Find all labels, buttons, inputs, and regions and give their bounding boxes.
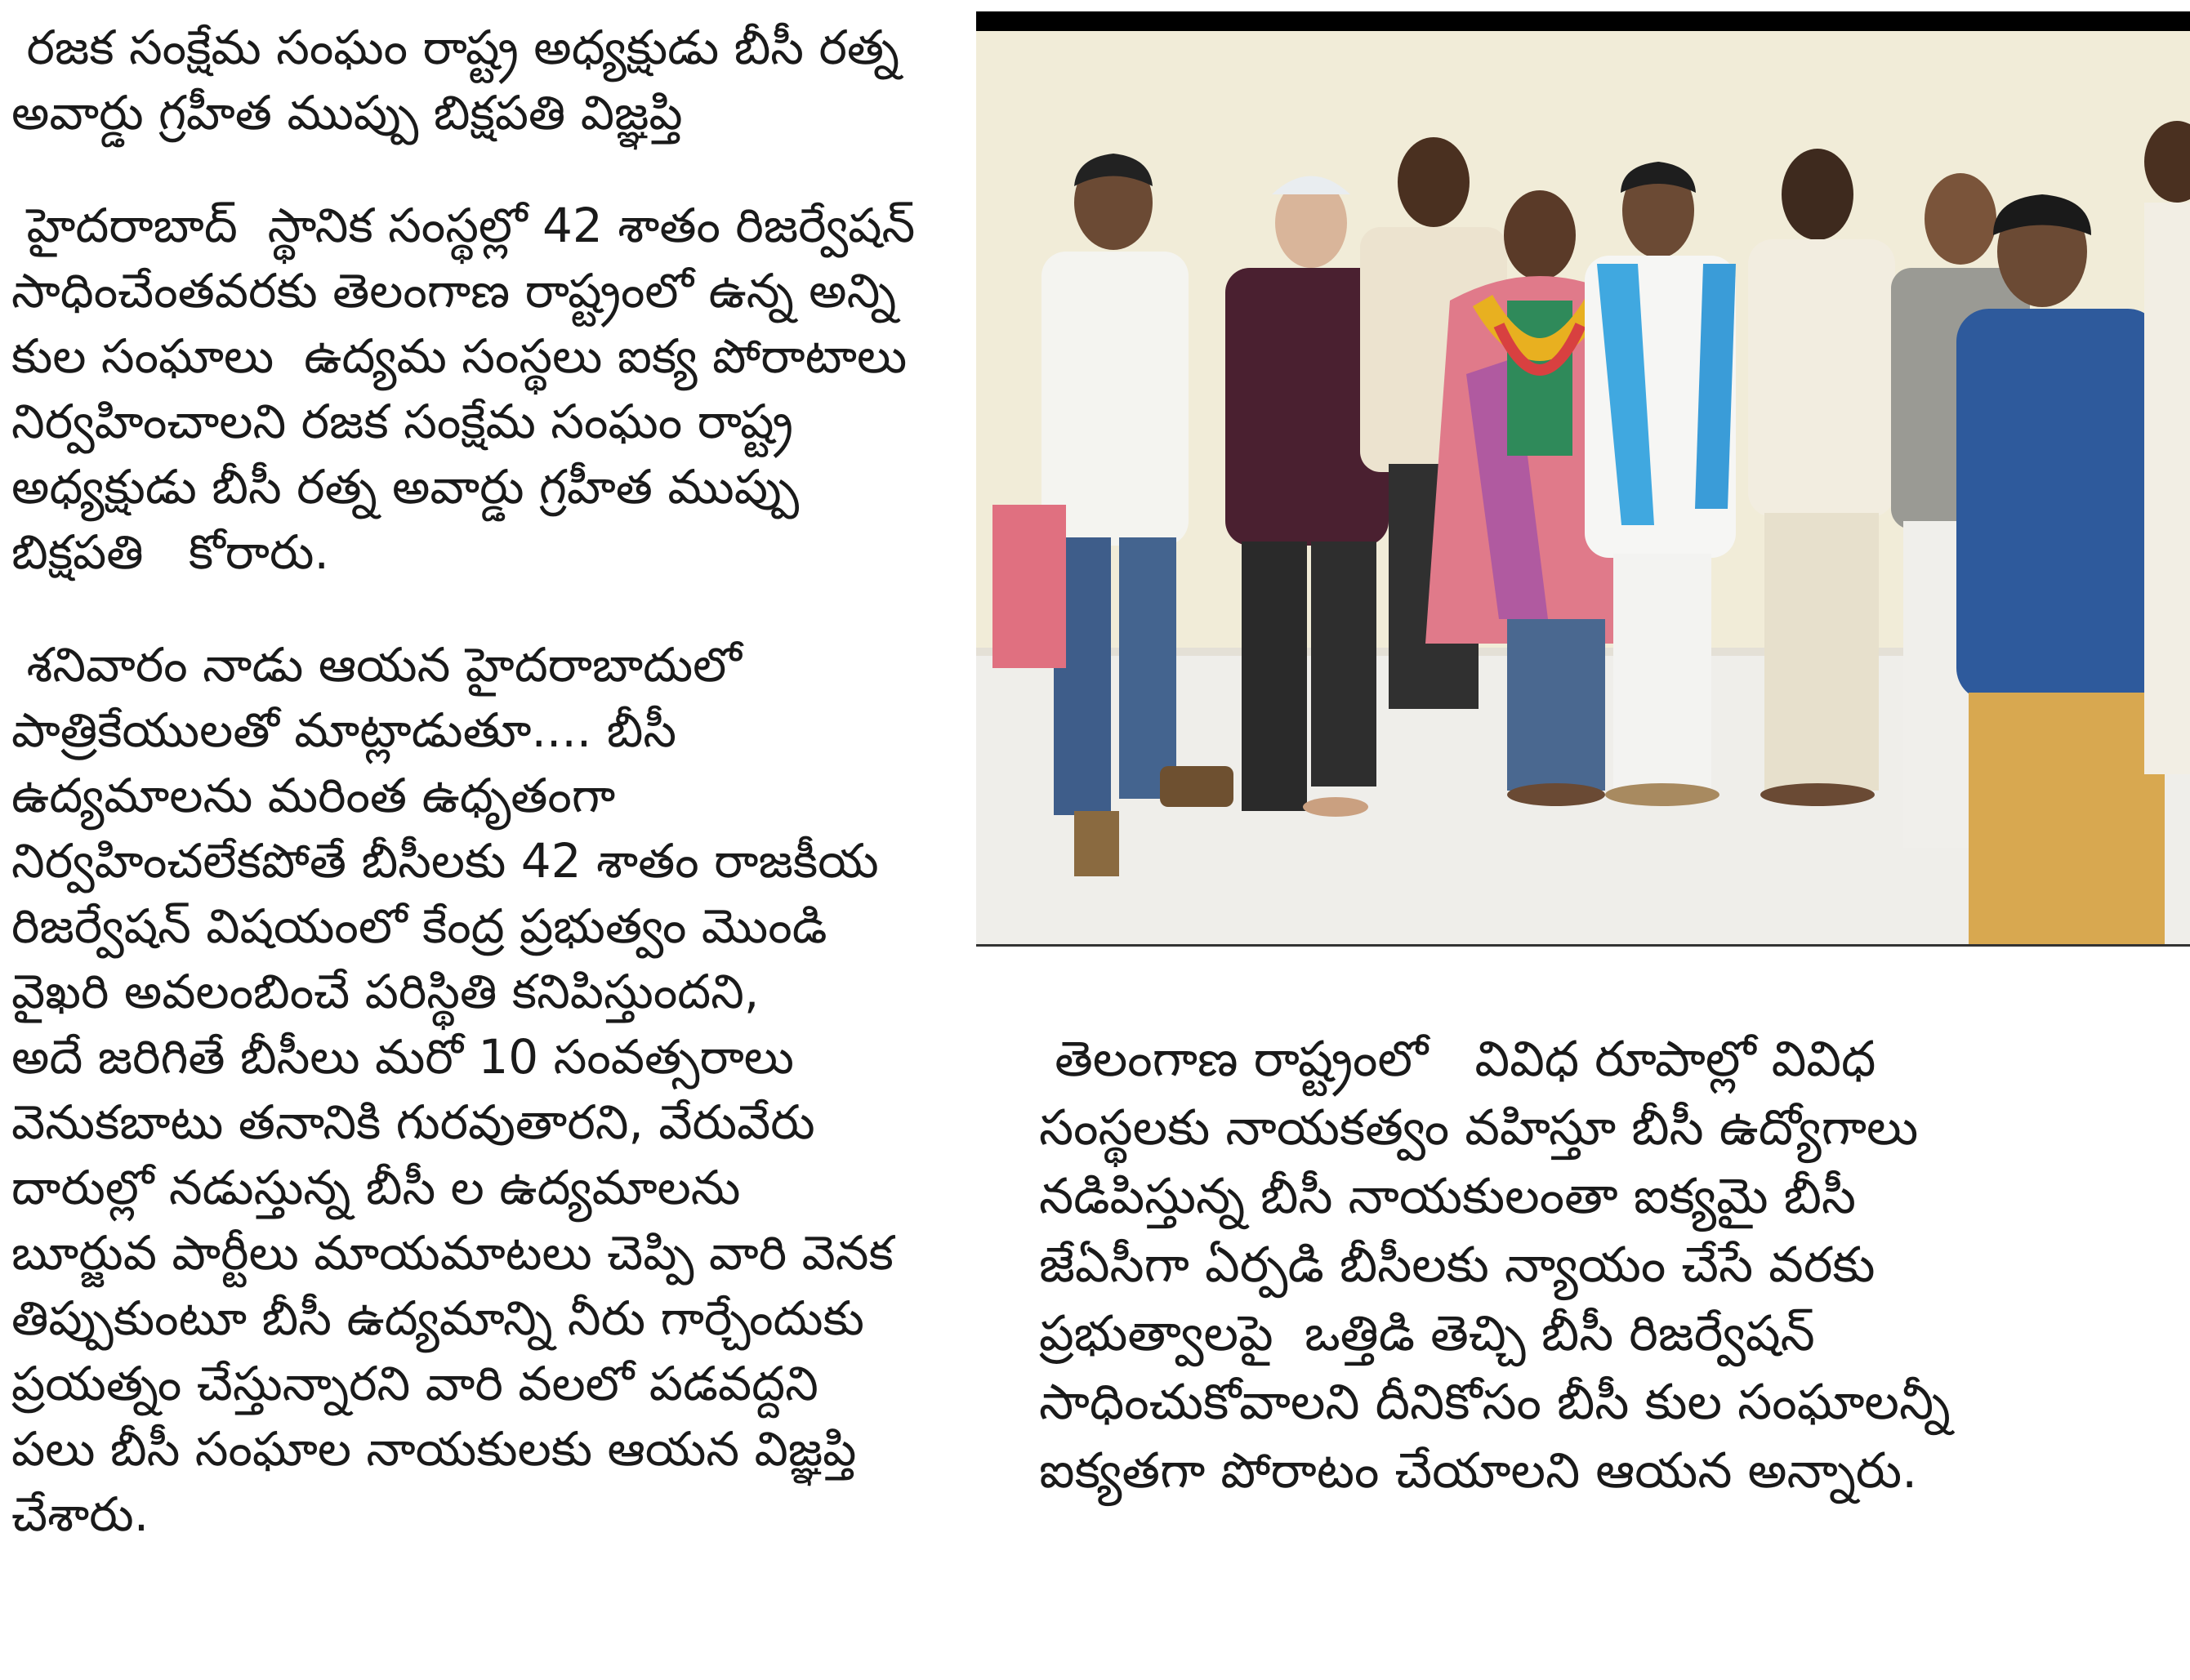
headline-line: అవార్డు గ్రహీత ముప్పు బిక్షపతి విజ్ఞప్తి bbox=[11, 85, 683, 140]
text-line: వెనుకబాటు తనానికి గురవుతారని, వేరువేరు bbox=[11, 1094, 815, 1150]
text-line: అధ్యక్షుడు బీసీ రత్న అవార్డు గ్రహీత ముప్పు bbox=[11, 459, 800, 515]
text-line: పలు బీసీ సంఘాల నాయకులకు ఆయన విజ్ఞప్తి bbox=[11, 1421, 857, 1477]
text-line: ఐక్యతగా పోరాటం చేయాలని ఆయన అన్నారు. bbox=[1039, 1442, 1918, 1500]
text-line: సాధించుకోవాలని దీనికోసం బీసీ కుల సంఘాలన్నీ bbox=[1039, 1374, 1951, 1431]
person-far-right-partial bbox=[2144, 121, 2190, 774]
text-line: తిప్పుకుంటూ బీసీ ఉద్యమాన్ని నీరు గార్చేందుకు bbox=[11, 1290, 864, 1346]
paragraph-2 bbox=[11, 632, 959, 1547]
left-article-column bbox=[11, 15, 959, 1547]
text-line: ప్రభుత్వాలపై ఒత్తిడి తెచ్చి బీసీ రిజర్వేషన్ bbox=[1039, 1305, 1815, 1362]
group-photo-illustration bbox=[976, 31, 2190, 944]
text-line: పాత్రికేయులతో మాట్లాడుతూ.... బీసీ bbox=[11, 702, 677, 758]
text-line: తెలంగాణ రాష్ట్రంలో వివిధ రూపాల్లో వివిధ bbox=[1039, 1031, 1876, 1088]
text-line: బిక్షపతి కోరారు. bbox=[11, 524, 329, 580]
text-line: నడిపిస్తున్న బీసీ నాయకులంతా ఐక్యమై బీసీ bbox=[1039, 1168, 1857, 1225]
headline-line: రజక సంక్షేమ సంఘం రాష్ట్ర అధ్యక్షుడు బీసీ రత్న bbox=[11, 20, 899, 75]
text-line: దారుల్లో నడుస్తున్న బీసీ ల ఉద్యమాలను bbox=[11, 1160, 741, 1215]
headline bbox=[11, 15, 959, 145]
text-line: వైఖరి అవలంబించే పరిస్థితి కనిపిస్తుందని, bbox=[11, 964, 760, 1019]
text-line: సంస్థలకు నాయకత్వం వహిస్తూ బీసీ ఉద్యోగాలు bbox=[1039, 1099, 1919, 1156]
text-line: బూర్జువ పార్టీలు మాయమాటలు చెప్పి వారి వెనక bbox=[11, 1225, 894, 1281]
text-line: ప్రయత్నం చేస్తున్నారని వారి వలలో పడవద్దని bbox=[11, 1356, 818, 1411]
text-line: హైదరాబాద్ స్థానిక సంస్థల్లో 42 శాతం రిజర్వేషన్ bbox=[11, 198, 916, 253]
text-line: ఉద్యమాలను మరింత ఉధృతంగా bbox=[11, 768, 616, 823]
group-photo bbox=[976, 31, 2190, 944]
photo-bottom-border bbox=[976, 944, 2190, 947]
paragraph-3 bbox=[1039, 1025, 2183, 1505]
text-line: శనివారం నాడు ఆయన హైదరాబాదులో bbox=[11, 637, 742, 693]
right-article-column bbox=[1039, 1025, 2183, 1505]
text-line: జేఏసీగా ఏర్పడి బీసీలకు న్యాయం చేసే వరకు bbox=[1039, 1237, 1876, 1294]
person-cream-shirt bbox=[1748, 149, 1895, 806]
text-line: సాధించేంతవరకు తెలంగాణ రాష్ట్రంలో ఉన్న అన్ని bbox=[11, 263, 897, 319]
photo-top-border bbox=[976, 11, 2190, 31]
text-line: చేశారు. bbox=[11, 1486, 149, 1542]
text-line: అదే జరిగితే బీసీలు మరో 10 సంవత్సరాలు bbox=[11, 1029, 794, 1085]
text-line: నిర్వహించలేకపోతే బీసీలకు 42 శాతం రాజకీయ bbox=[11, 833, 879, 889]
text-line: కుల సంఘాలు ఉద్యమ సంస్థలు ఐక్య పోరాటాలు bbox=[11, 328, 908, 384]
text-line: రిజర్వేషన్ విషయంలో కేంద్ర ప్రభుత్వం మొండి bbox=[11, 898, 827, 954]
paragraph-1 bbox=[11, 193, 959, 585]
text-line: నిర్వహించాలని రజక సంక్షేమ సంఘం రాష్ట్ర bbox=[11, 394, 794, 449]
